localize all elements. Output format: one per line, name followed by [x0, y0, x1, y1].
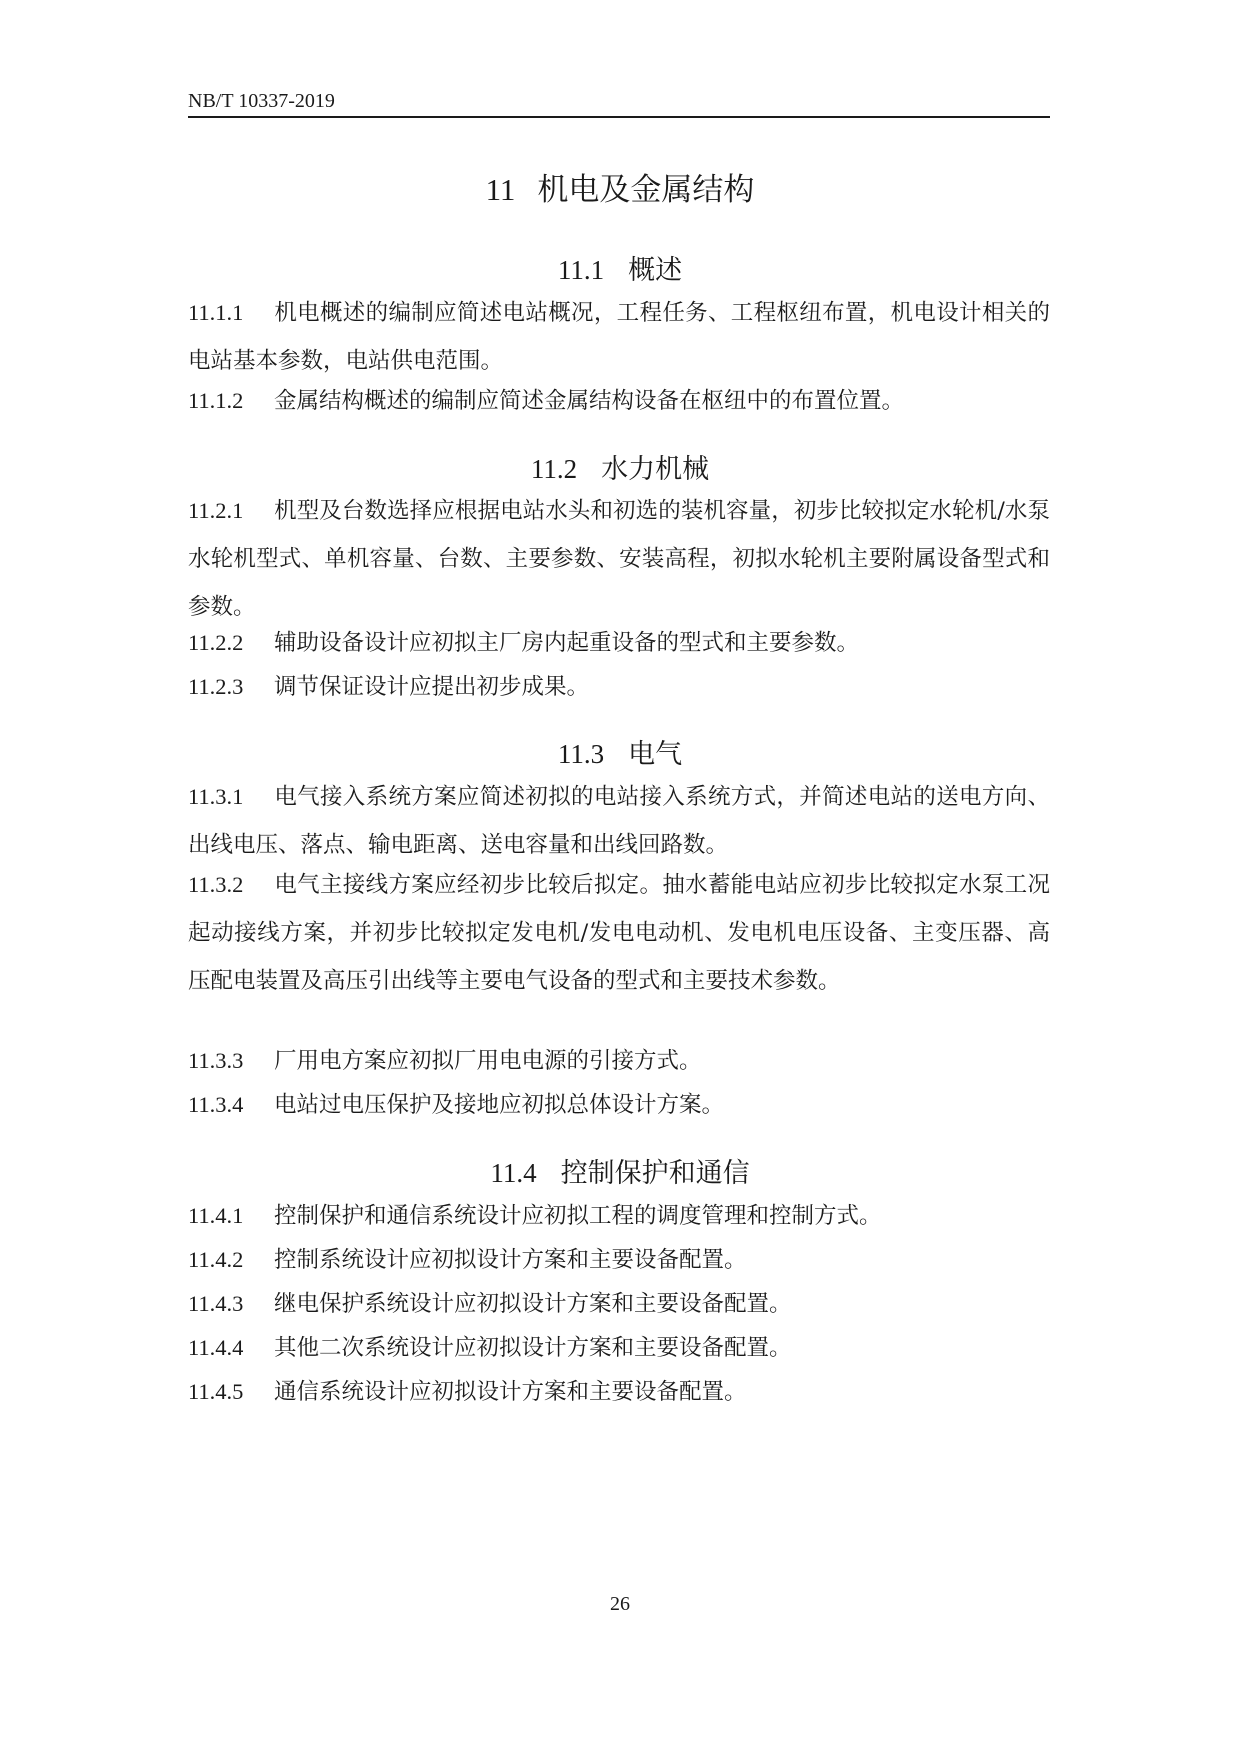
clause-11-3-1: [188, 773, 1050, 869]
header-rule: [188, 116, 1050, 118]
clause-number: 11.4.1: [188, 1203, 244, 1228]
section-title-text: 概述: [628, 255, 683, 286]
clause-number: 11.3.3: [188, 1048, 244, 1073]
clause-number: 11.4.5: [188, 1379, 244, 1404]
clause-number: 11.3.1: [188, 784, 244, 809]
clause-11-3-4: [188, 1081, 1050, 1129]
section-title-11-4: [0, 1151, 1240, 1190]
chapter-title-text: 机电及金属结构: [537, 172, 755, 208]
clause-text: 通信系统设计应初拟设计方案和主要设备配置。: [274, 1379, 747, 1405]
clause-number: 11.3.4: [188, 1092, 244, 1117]
clause-11-2-2: [188, 619, 1050, 667]
clause-text: 厂用电方案应初拟厂用电电源的引接方式。: [274, 1048, 702, 1074]
section-number: 11.4: [490, 1158, 537, 1188]
clause-text: 机电概述的编制应简述电站概况，工程任务、工程枢纽布置，机电设计相关的电站基本参数，电站供电范围。: [188, 300, 1050, 374]
chapter-title: [0, 164, 1240, 209]
clause-number: 11.1.1: [188, 300, 244, 325]
clause-11-4-2: [188, 1236, 1050, 1284]
clause-text: 电站过电压保护及接地应初拟总体设计方案。: [274, 1092, 725, 1118]
clause-11-4-5: [188, 1368, 1050, 1416]
section-number: 11.3: [557, 739, 605, 769]
clause-number: 11.2.3: [188, 674, 244, 699]
clause-11-1-2: [188, 377, 1050, 425]
section-title-text: 水力机械: [601, 454, 710, 485]
clause-text: 电气主接线方案应经初步比较后拟定。抽水蓄能电站应初步比较拟定水泵工况起动接线方案，并初步比较拟定发电机/发电电动机、发电机电压设备、主变压器、高压配电装置及高压引出线等主要电气设备的型式和主要技术参数。: [188, 872, 1050, 994]
clause-11-4-4: [188, 1324, 1050, 1372]
clause-text: 金属结构概述的编制应简述金属结构设备在枢纽中的布置位置。: [274, 388, 905, 414]
section-number: 11.2: [530, 454, 578, 484]
clause-number: 11.3.2: [188, 872, 244, 897]
chapter-number: 11: [485, 172, 516, 207]
clause-11-3-3: [188, 1037, 1050, 1085]
clause-number: 11.1.2: [188, 388, 244, 413]
clause-11-2-3: [188, 663, 1050, 711]
clause-number: 11.4.3: [188, 1291, 244, 1316]
page-number: 26: [610, 1593, 630, 1615]
clause-text: 控制系统设计应初拟设计方案和主要设备配置。: [274, 1247, 747, 1273]
section-title-text: 控制保护和通信: [560, 1158, 750, 1189]
section-title-11-3: [0, 732, 1240, 771]
clause-11-1-1: [188, 289, 1050, 385]
section-title-11-2: [0, 447, 1240, 486]
clause-number: 11.2.1: [188, 498, 244, 523]
section-title-text: 电气: [628, 739, 683, 770]
clause-text: 辅助设备设计应初拟主厂房内起重设备的型式和主要参数。: [274, 630, 860, 656]
clause-text: 继电保护系统设计应初拟设计方案和主要设备配置。: [274, 1291, 792, 1317]
standard-code: NB/T 10337-2019: [188, 90, 335, 112]
clause-number: 11.4.2: [188, 1247, 244, 1272]
clause-text: 其他二次系统设计应初拟设计方案和主要设备配置。: [274, 1335, 792, 1361]
clause-11-4-1: [188, 1192, 1050, 1240]
section-title-11-1: [0, 248, 1240, 287]
clause-11-4-3: [188, 1280, 1050, 1328]
clause-11-3-2: [188, 861, 1050, 1005]
clause-text: 调节保证设计应提出初步成果。: [274, 674, 590, 700]
clause-number: 11.2.2: [188, 630, 244, 655]
clause-text: 机型及台数选择应根据电站水头和初选的装机容量，初步比较拟定水轮机/水泵水轮机型式、单机容量、台数、主要参数、安装高程，初拟水轮机主要附属设备型式和参数。: [188, 498, 1050, 620]
clause-text: 电气接入系统方案应简述初拟的电站接入系统方式，并简述电站的送电方向、出线电压、落点、输电距离、送电容量和出线回路数。: [188, 784, 1050, 858]
clause-11-2-1: [188, 487, 1050, 631]
clause-text: 控制保护和通信系统设计应初拟工程的调度管理和控制方式。: [274, 1203, 882, 1229]
section-number: 11.1: [557, 255, 605, 285]
clause-number: 11.4.4: [188, 1335, 244, 1360]
